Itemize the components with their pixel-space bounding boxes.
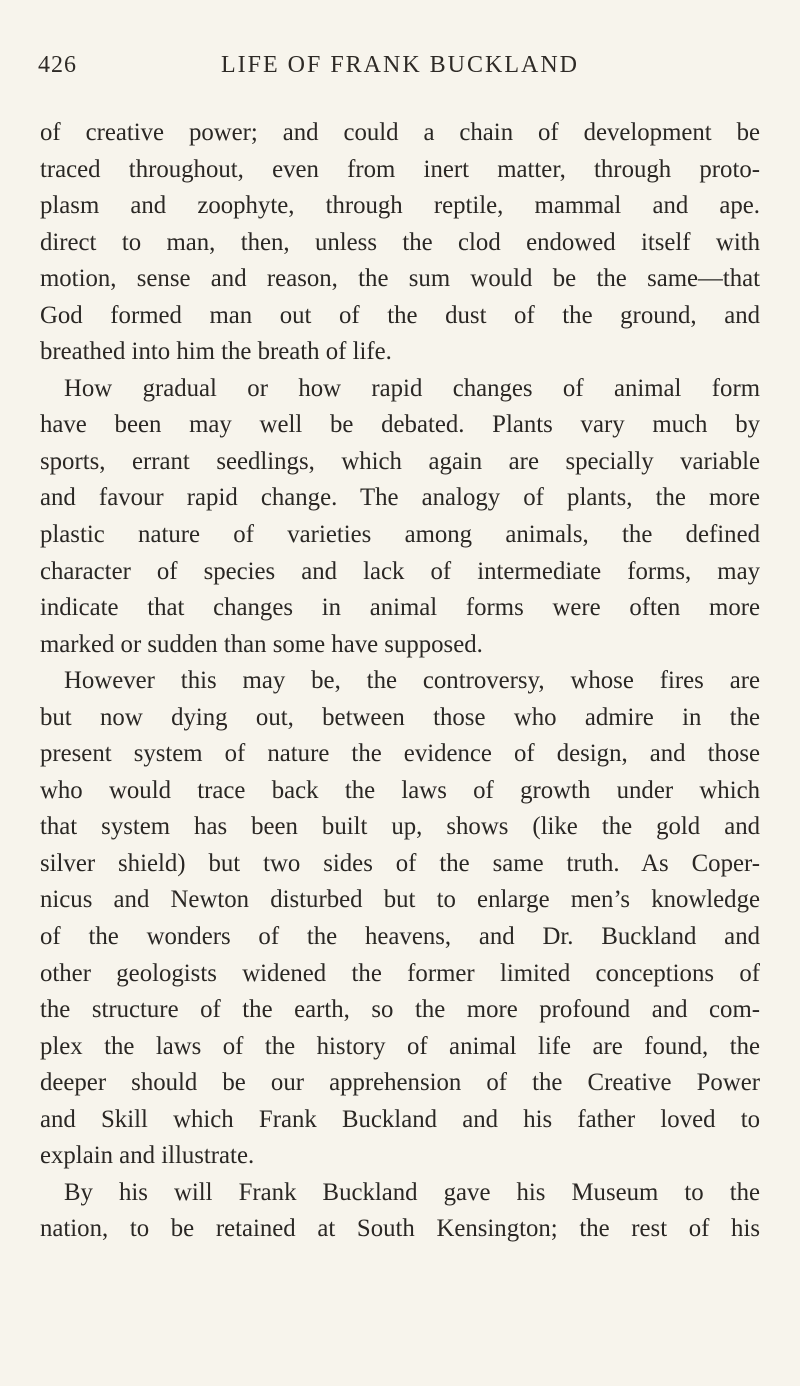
text-line: but now dying out, between those who admire in the bbox=[40, 703, 760, 731]
text-line: of creative power; and could a chain of development be bbox=[40, 119, 760, 146]
text-line: and Skill which Frank Buckland and his father loved to bbox=[40, 1105, 760, 1133]
body-text bbox=[40, 115, 760, 1248]
text-line: character of species and lack of intermediate forms, may bbox=[40, 557, 760, 585]
text-line: who would trace back the laws of growth under which bbox=[40, 776, 760, 804]
running-title: LIFE OF FRANK BUCKLAND bbox=[220, 52, 580, 78]
text-line: nicus and Newton disturbed but to enlarge men’s knowledge bbox=[40, 886, 760, 914]
text-line: that system has been built up, shows (like the gold and bbox=[40, 813, 760, 841]
text-line: plasm and zoophyte, through reptile, mammal and ape. bbox=[40, 192, 760, 220]
text-line: present system of nature the evidence of design, and those bbox=[40, 740, 760, 768]
paragraph-start-line: How gradual or how rapid changes of animal form bbox=[64, 374, 760, 402]
text-line: God formed man out of the dust of the ground, and bbox=[40, 301, 760, 329]
text-line: the structure of the earth, so the more profound and com- bbox=[40, 996, 760, 1024]
paragraph-start-line: By his will Frank Buckland gave his Museum to the bbox=[64, 1178, 760, 1206]
running-head bbox=[38, 50, 762, 80]
page-number: 426 bbox=[38, 52, 77, 78]
text-line: traced throughout, even from inert matter, through proto- bbox=[40, 155, 760, 183]
paragraph-end-line: breathed into him the breath of life. bbox=[40, 338, 392, 366]
text-line: nation, to be retained at South Kensington; the rest of his bbox=[40, 1215, 760, 1243]
text-line: and favour rapid change. The analogy of plants, the more bbox=[40, 484, 760, 512]
text-line: other geologists widened the former limited conceptions of bbox=[40, 959, 760, 987]
text-line: plastic nature of varieties among animals, the defined bbox=[40, 521, 760, 549]
paragraph-end-line: explain and illustrate. bbox=[40, 1142, 255, 1170]
text-line: of the wonders of the heavens, and Dr. Buckland and bbox=[40, 923, 760, 951]
text-line: motion, sense and reason, the sum would be the same—that bbox=[40, 265, 760, 293]
text-line: plex the laws of the history of animal life are found, the bbox=[40, 1032, 760, 1060]
paragraph-end-line: marked or sudden than some have supposed. bbox=[40, 630, 483, 658]
text-line: silver shield) but two sides of the same truth. As Coper- bbox=[40, 849, 760, 877]
paragraph-start-line: However this may be, the controversy, whose fires are bbox=[64, 667, 760, 695]
text-line: indicate that changes in animal forms were often more bbox=[40, 594, 760, 622]
text-line: sports, errant seedlings, which again are specially variable bbox=[40, 447, 760, 475]
text-line: deeper should be our apprehension of the Creative Power bbox=[40, 1069, 760, 1097]
text-line: have been may well be debated. Plants vary much by bbox=[40, 411, 760, 439]
text-line: direct to man, then, unless the clod endowed itself with bbox=[40, 228, 760, 256]
